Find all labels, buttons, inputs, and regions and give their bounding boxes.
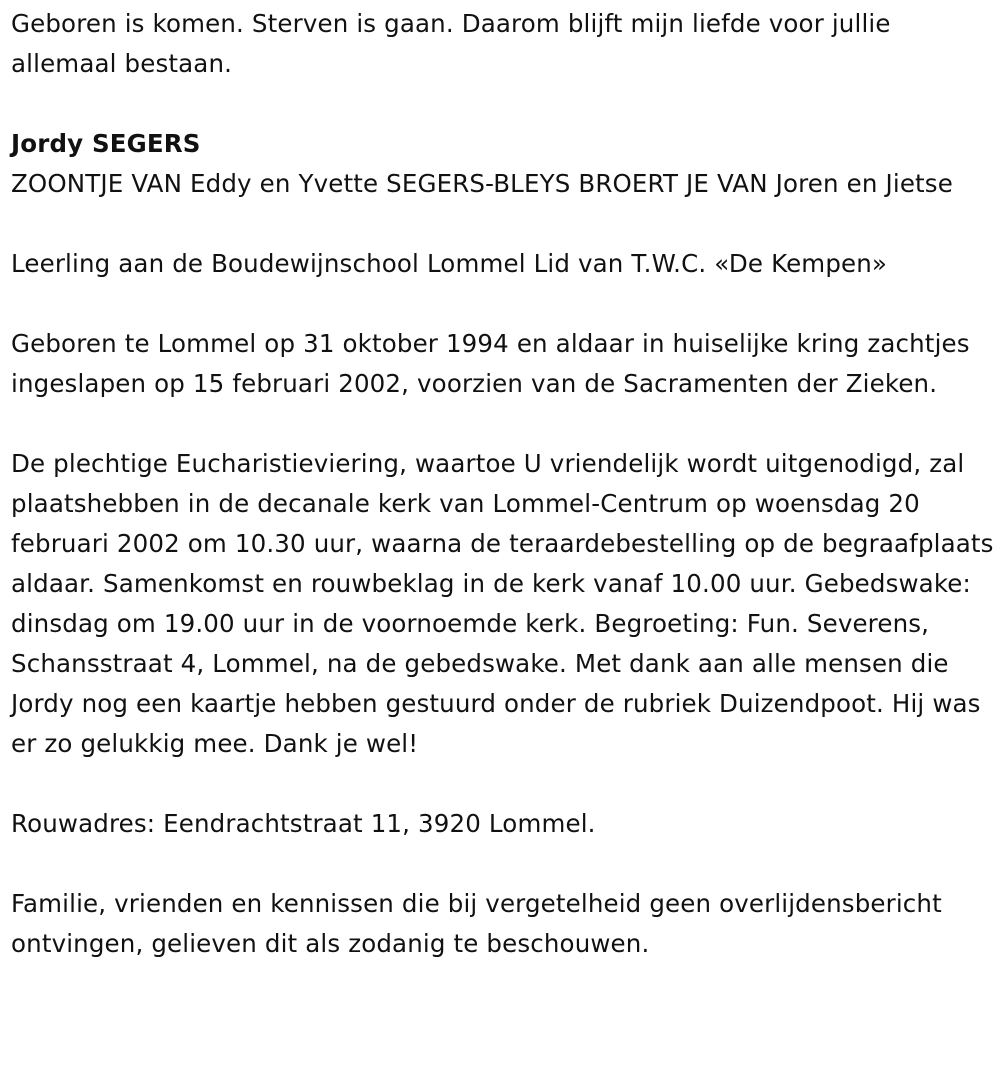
closing-text: Familie, vrienden en kennissen die bij vergetelheid geen overlijdensbericht ontvingen, gelieven dit als zodanig te beschouwen. [11,889,942,958]
family-relations-text: ZOONTJE VAN Eddy en Yvette SEGERS-BLEYS BROERT JE VAN Joren en Jietse [11,169,953,198]
motto-text: Geboren is komen. Sterven is gaan. Daarom blijft mijn liefde voor jullie allemaal bestaan. [11,9,891,78]
deceased-name: Jordy SEGERS [11,129,201,158]
school-membership-text: Leerling aan de Boudewijnschool Lommel Lid van T.W.C. «De Kempen» [11,249,888,278]
obituary-notice [11,4,995,964]
ceremony-details-text: De plechtige Eucharistieviering, waartoe U vriendelijk wordt uitgenodigd, zal plaatshebben in de decanale kerk van Lommel-Centrum op woensdag 20 februari 2002 om 10.30 uur, waarna de teraardebestelling op de begraafplaats aldaar. Samenkomst en rouwbeklag in de kerk vanaf 10.00 uur. Gebedswake: dinsdag om 19.00 uur in de voornoemde kerk. Begroeting: Fun. Severens, Schansstraat 4, Lommel, na de gebedswake. Met dank aan alle mensen die Jordy nog een kaartje hebben gestuurd onder de rubriek Duizendpoot. Hij was er zo gelukkig mee. Dank je wel! [11,449,994,758]
birth-death-text: Geboren te Lommel op 31 oktober 1994 en aldaar in huiselijke kring zachtjes ingeslapen op 15 februari 2002, voorzien van de Sacramenten der Zieken. [11,329,970,398]
mourning-address-text: Rouwadres: Eendrachtstraat 11, 3920 Lommel. [11,809,596,838]
